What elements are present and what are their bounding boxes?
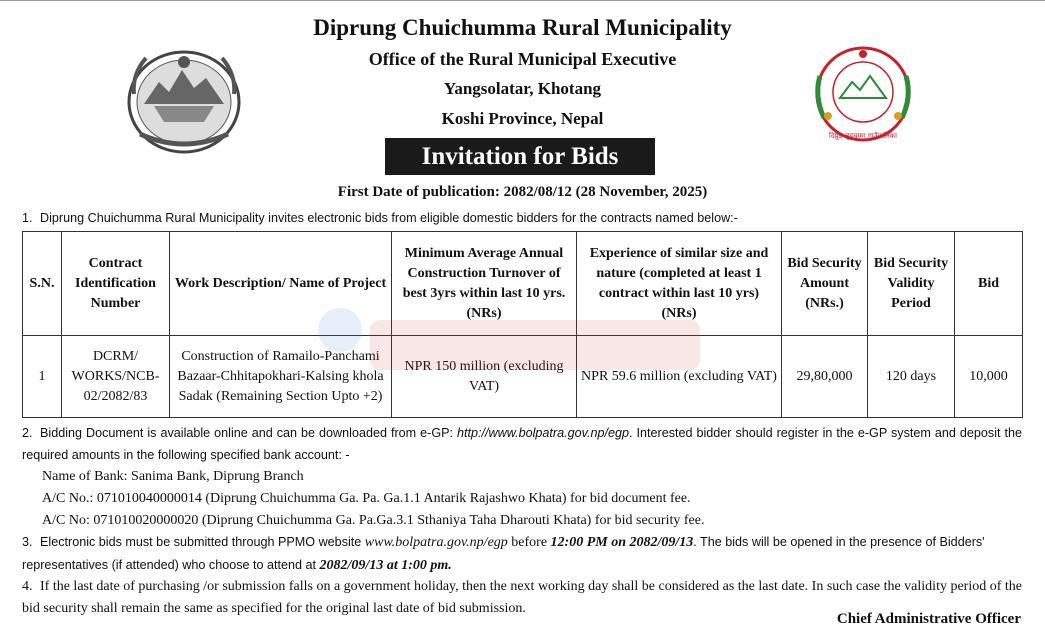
- opening-time: 2082/09/13 at 1:00 pm.: [319, 558, 452, 573]
- submission-deadline: 12:00 PM on 2082/09/13: [550, 535, 694, 550]
- col-sn: S.N.: [23, 232, 62, 336]
- clause-number: 2.: [22, 426, 33, 440]
- clause-text: Electronic bids must be submitted through PPMO website: [40, 535, 365, 549]
- col-bid: Bid: [955, 232, 1023, 336]
- cell-work-description: Construction of Ramailo-Panchami Bazaar-Chhitapokhari-Kalsing khola Sadak (Remaining Section Upto +2): [170, 336, 392, 418]
- clause-1: [22, 207, 1022, 229]
- municipality-name: Diprung Chuichumma Rural Municipality: [313, 15, 732, 40]
- logo-text: दिप्रुङ चुइचुम्मा गाउँपालिका: [829, 132, 897, 140]
- clause-number: 4.: [22, 579, 33, 594]
- ppmo-link[interactable]: www.bolpatra.gov.np/egp: [364, 535, 508, 550]
- top-rule: [0, 0, 1045, 1]
- bid-table: [22, 231, 1023, 418]
- cell-bid: 10,000: [955, 336, 1023, 418]
- province: Koshi Province, Nepal: [441, 109, 604, 128]
- col-min-turnover: Minimum Average Annual Construction Turnover of best 3yrs within last 10 yrs. (NRs): [392, 232, 577, 336]
- col-experience: Experience of similar size and nature (completed at least 1 contract within last 10 yrs) (NRs): [577, 232, 782, 336]
- clause-text: Bidding Document is available online and can be downloaded from e-GP:: [40, 426, 458, 440]
- clause-text: before: [507, 535, 551, 550]
- table-row: [23, 336, 1023, 418]
- document-title: Invitation for Bids: [385, 138, 655, 175]
- col-bid-security-validity: Bid Security Validity Period: [868, 232, 955, 336]
- account-document-fee: A/C No.: 071010040000014 (Diprung Chuichumma Ga. Pa. Ga.1.1 Antarik Rajashwo Khata) for bid document fee.: [42, 491, 691, 506]
- table-header-row: [23, 232, 1023, 336]
- bank-name: Name of Bank: Sanima Bank, Diprung Branch: [42, 469, 304, 484]
- account-security-fee: A/C No: 071010020000020 (Diprung Chuichumma Ga. Pa.Ga.3.1 Sthaniya Taha Dharouti Khata) for bid security fee.: [42, 513, 705, 528]
- col-bid-security-amount: Bid Security Amount (NRs.): [782, 232, 868, 336]
- cell-sn: 1: [23, 336, 62, 418]
- egp-link[interactable]: http://www.bolpatra.gov.np/egp: [457, 426, 630, 440]
- signature: Chief Administrative Officer: [836, 611, 1021, 627]
- cell-contract-id: DCRM/ WORKS/NCB-02/2082/83: [62, 336, 170, 418]
- clause-text: . Interested bidder should register in the e-GP system and deposit the required amounts in the following specified bank account: -: [22, 426, 1022, 462]
- cell-min-turnover: NPR 150 million (excluding VAT): [392, 336, 577, 418]
- cell-experience: NPR 59.6 million (excluding VAT): [577, 336, 782, 418]
- publication-date: First Date of publication: 2082/08/12 (28 November, 2025): [337, 184, 708, 200]
- clause-number: 3.: [22, 535, 33, 549]
- location: Yangsolatar, Khotang: [443, 79, 602, 98]
- clause-2: [22, 422, 1022, 532]
- office-name: Office of the Rural Municipal Executive: [368, 49, 677, 69]
- clause-text: Diprung Chuichumma Rural Municipality invites electronic bids from eligible domestic bidders for the contracts named below:-: [40, 211, 738, 225]
- col-work-description: Work Description/ Name of Project: [170, 232, 392, 336]
- cell-bid-security-validity: 120 days: [868, 336, 955, 418]
- clause-text: If the last date of purchasing /or submission falls on a government holiday, then the next working day shall be considered as the last date. In such case the validity period of the bid security shall remain the same as specified for the original last date of bid submission.: [22, 579, 1022, 616]
- clause-text: . The bids will be opened in the presence of Bidders' representatives (if attended) who choose to attend at: [22, 535, 985, 572]
- clause-3: [22, 531, 1022, 577]
- col-contract-id: Contract Identification Number: [62, 232, 170, 336]
- clause-number: 1.: [22, 211, 33, 225]
- cell-bid-security-amount: 29,80,000: [782, 336, 868, 418]
